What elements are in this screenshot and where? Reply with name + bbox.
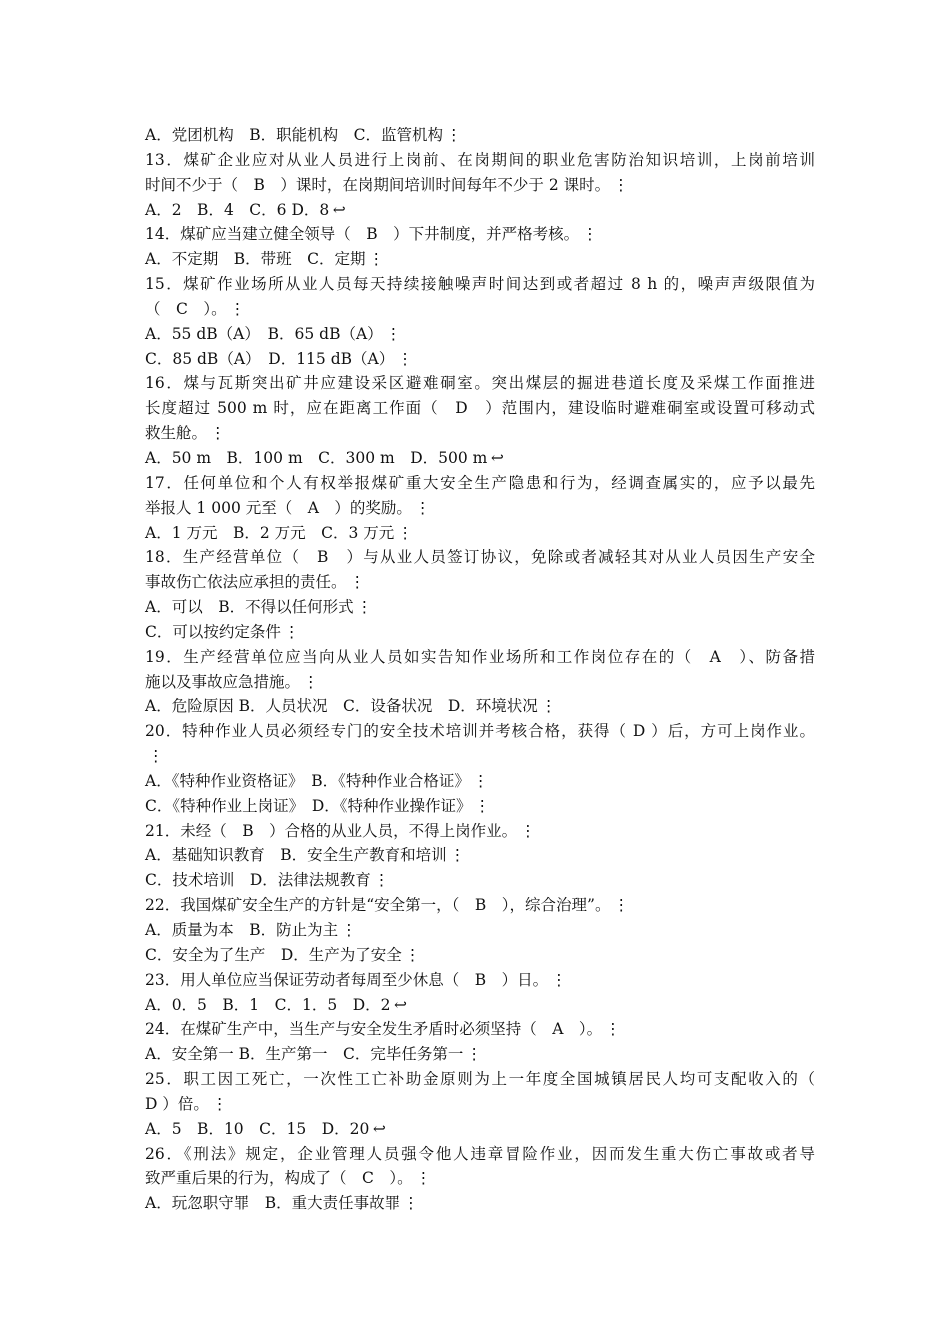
line-text: 15．煤矿作业场所从业人员每天持续接触噪声时间达到或者超过 8 h 的，噪声声级限值为 — [145, 275, 815, 294]
text-line — [145, 843, 815, 868]
paragraph-mark-icon: ⋮ — [415, 1169, 432, 1188]
paragraph-mark-icon: ⋮ — [449, 846, 466, 865]
paragraph-mark-icon: ⋮ — [582, 225, 598, 244]
text-line — [145, 1191, 815, 1216]
line-text: A．安全第一 B．生产第一 C．完毕任务第一 — [145, 1045, 464, 1064]
text-line — [145, 620, 815, 645]
line-text: 22．我国煤矿安全生产的方针是“安全第一，（ B ），综合治理”。 — [145, 896, 611, 915]
line-text: 24．在煤矿生产中，当生产与安全发生矛盾时必须坚持（ A ）。 — [145, 1020, 603, 1039]
line-text: 20．特种作业人员必须经专门的安全技术培训并考核合格，获得（ D ）后，方可上岗作业。 — [145, 722, 815, 741]
text-line — [145, 347, 815, 372]
paragraph-mark-icon: ⋮ — [414, 498, 431, 517]
text-line — [145, 1166, 815, 1191]
paragraph-mark-icon: ⋮ — [613, 175, 629, 194]
line-text: A．不定期 B．带班 C．定期 — [145, 250, 366, 269]
line-text: 18．生产经营单位（ B ）与从业人员签订协议，免除或者减轻其对从业人员因生产安全 — [145, 548, 815, 567]
line-text: A．2 B．4 C．6 D．8 — [145, 200, 330, 219]
line-text: 事故伤亡依法应承担的责任。 — [145, 573, 347, 592]
line-text: 举报人 1 000 元至（ A ）的奖励。 — [145, 498, 412, 517]
paragraph-mark-icon: ⋮ — [303, 672, 319, 691]
line-text: C．85 dB（A） D．115 dB（A） — [145, 349, 395, 368]
line-text: D ）倍。 — [145, 1094, 209, 1113]
paragraph-mark-icon: ⋮ — [356, 598, 373, 617]
line-break-mark-icon: ↩ — [332, 200, 346, 219]
line-text: C．安全为了生产 D．生产为了安全 — [145, 945, 402, 964]
text-line — [145, 496, 815, 521]
line-text: C．技术培训 D．法律法规教育 — [145, 871, 371, 890]
text-line — [145, 198, 815, 223]
paragraph-mark-icon: ⋮ — [613, 896, 629, 915]
line-text: 致严重后果的行为，构成了（ C ）。 — [145, 1169, 413, 1188]
text-line — [145, 1092, 815, 1117]
text-line — [145, 570, 815, 595]
text-line — [145, 769, 815, 794]
paragraph-mark-icon: ⋮ — [403, 1194, 419, 1213]
text-line — [145, 371, 815, 396]
line-text: 17．任何单位和个人有权举报煤矿重大安全生产隐患和行为，经调查属实的，应予以最先 — [145, 473, 815, 492]
text-line — [145, 819, 815, 844]
paragraph-mark-icon: ⋮ — [211, 1094, 228, 1113]
line-break-mark-icon: ↩ — [372, 1119, 386, 1138]
text-line — [145, 446, 815, 471]
paragraph-mark-icon: ⋮ — [466, 1045, 482, 1064]
paragraph-mark-icon: ⋮ — [283, 622, 300, 641]
text-line — [145, 918, 815, 943]
line-text: A．50 m B．100 m C．300 m D．500 m — [145, 448, 488, 467]
line-text: A．危险原因 B．人员状况 C．设备状况 D．环境状况 — [145, 697, 538, 716]
paragraph-mark-icon: ⋮ — [373, 871, 390, 890]
paragraph-mark-icon: ⋮ — [385, 324, 402, 343]
text-line — [145, 968, 815, 993]
text-line — [145, 521, 815, 546]
line-text: 21．未经（ B ）合格的从业人员，不得上岗作业。 — [145, 821, 518, 840]
text-line — [145, 272, 815, 297]
line-text: 26．《刑法》规定，企业管理人员强令他人违章冒险作业，因而发生重大伤亡事故或者导 — [145, 1144, 815, 1163]
text-line — [145, 993, 815, 1018]
text-line — [145, 1067, 815, 1092]
line-text: A．党团机构 B．职能机构 C．监管机构 — [145, 126, 443, 144]
line-break-mark-icon: ↩ — [394, 995, 408, 1014]
line-text: A．0．5 B．1 C．1．5 D．2 — [145, 995, 391, 1014]
text-line — [145, 123, 815, 148]
text-line — [145, 247, 815, 272]
text-line — [145, 1042, 815, 1067]
line-break-mark-icon: ↩ — [490, 448, 504, 467]
paragraph-mark-icon: ⋮ — [445, 126, 462, 144]
text-line — [145, 148, 815, 173]
paragraph-mark-icon: ⋮ — [341, 921, 357, 939]
line-text: 长度超过 500 m 时，应在距离工作面（ D ）范围内，建设临时避难硐室或设置可移动式 — [145, 399, 815, 418]
text-line — [145, 471, 815, 496]
paragraph-mark-icon: ⋮ — [397, 523, 413, 542]
paragraph-mark-icon: ⋮ — [472, 771, 489, 790]
line-text: A．《特种作业资格证》 B．《特种作业合格证》 — [145, 771, 470, 790]
paragraph-mark-icon: ⋮ — [551, 970, 567, 989]
paragraph-mark-icon: ⋮ — [540, 697, 557, 716]
text-line — [145, 1017, 815, 1042]
line-text: A．质量为本 B．防止为主 — [145, 921, 339, 939]
text-line — [145, 794, 815, 819]
text-line — [145, 868, 815, 893]
paragraph-mark-icon: ⋮ — [148, 747, 164, 766]
text-line — [145, 595, 815, 620]
line-text: 19．生产经营单位应当向从业人员如实告知作业场所和工作岗位存在的（ A ）、防备措 — [145, 647, 815, 666]
text-line — [145, 173, 815, 198]
line-text: A．可以 B．不得以任何形式 — [145, 598, 354, 617]
text-line — [145, 744, 815, 769]
line-text: C．《特种作业上岗证》 D．《特种作业操作证》 — [145, 796, 472, 815]
line-text: 23．用人单位应当保证劳动者每周至少休息（ B ）日。 — [145, 970, 549, 989]
text-line — [145, 421, 815, 446]
paragraph-mark-icon: ⋮ — [397, 349, 413, 368]
line-text: 时间不少于（ B ）课时，在岗期间培训时间每年不少于 2 课时。 — [145, 175, 611, 194]
question-list — [145, 123, 815, 1216]
text-line — [145, 297, 815, 322]
paragraph-mark-icon: ⋮ — [368, 250, 384, 269]
text-line — [145, 670, 815, 695]
line-text: C．可以按约定条件 — [145, 622, 281, 641]
paragraph-mark-icon: ⋮ — [605, 1020, 621, 1039]
text-line — [145, 1142, 815, 1167]
text-line — [145, 645, 815, 670]
text-line — [145, 222, 815, 247]
paragraph-mark-icon: ⋮ — [474, 796, 491, 815]
text-line — [145, 396, 815, 421]
text-line — [145, 322, 815, 347]
line-text: 施以及事故应急措施。 — [145, 672, 301, 691]
paragraph-mark-icon: ⋮ — [349, 573, 366, 592]
line-text: A．1 万元 B．2 万元 C．3 万元 — [145, 523, 395, 542]
line-text: A．5 B．10 C．15 D．20 — [145, 1119, 370, 1138]
text-line — [145, 893, 815, 918]
paragraph-mark-icon: ⋮ — [520, 821, 536, 840]
text-line — [145, 545, 815, 570]
line-text: （ C ）。 — [145, 299, 227, 318]
line-text: 14．煤矿应当建立健全领导（ B ）下井制度，并严格考核。 — [145, 225, 580, 244]
text-line — [145, 943, 815, 968]
paragraph-mark-icon: ⋮ — [404, 945, 421, 964]
text-line — [145, 1117, 815, 1142]
line-text: A．基础知识教育 B．安全生产教育和培训 — [145, 846, 447, 865]
text-line — [145, 719, 815, 744]
line-text: 13．煤矿企业应对从业人员进行上岗前、在岗期间的职业危害防治知识培训，上岗前培训 — [145, 150, 815, 169]
line-text: 16．煤与瓦斯突出矿井应建设采区避难硐室。突出煤层的掘进巷道长度及采煤工作面推进 — [145, 374, 815, 393]
text-line — [145, 694, 815, 719]
line-text: A．玩忽职守罪 B．重大责任事故罪 — [145, 1194, 401, 1213]
line-text: 救生舱。 — [145, 424, 208, 443]
line-text: 25．职工因工死亡，一次性工亡补助金原则为上一年度全国城镇居民人均可支配收入的（ — [145, 1070, 815, 1089]
paragraph-mark-icon: ⋮ — [210, 424, 226, 443]
line-text: A．55 dB（A） B．65 dB（A） — [145, 324, 383, 343]
paragraph-mark-icon: ⋮ — [229, 299, 246, 318]
